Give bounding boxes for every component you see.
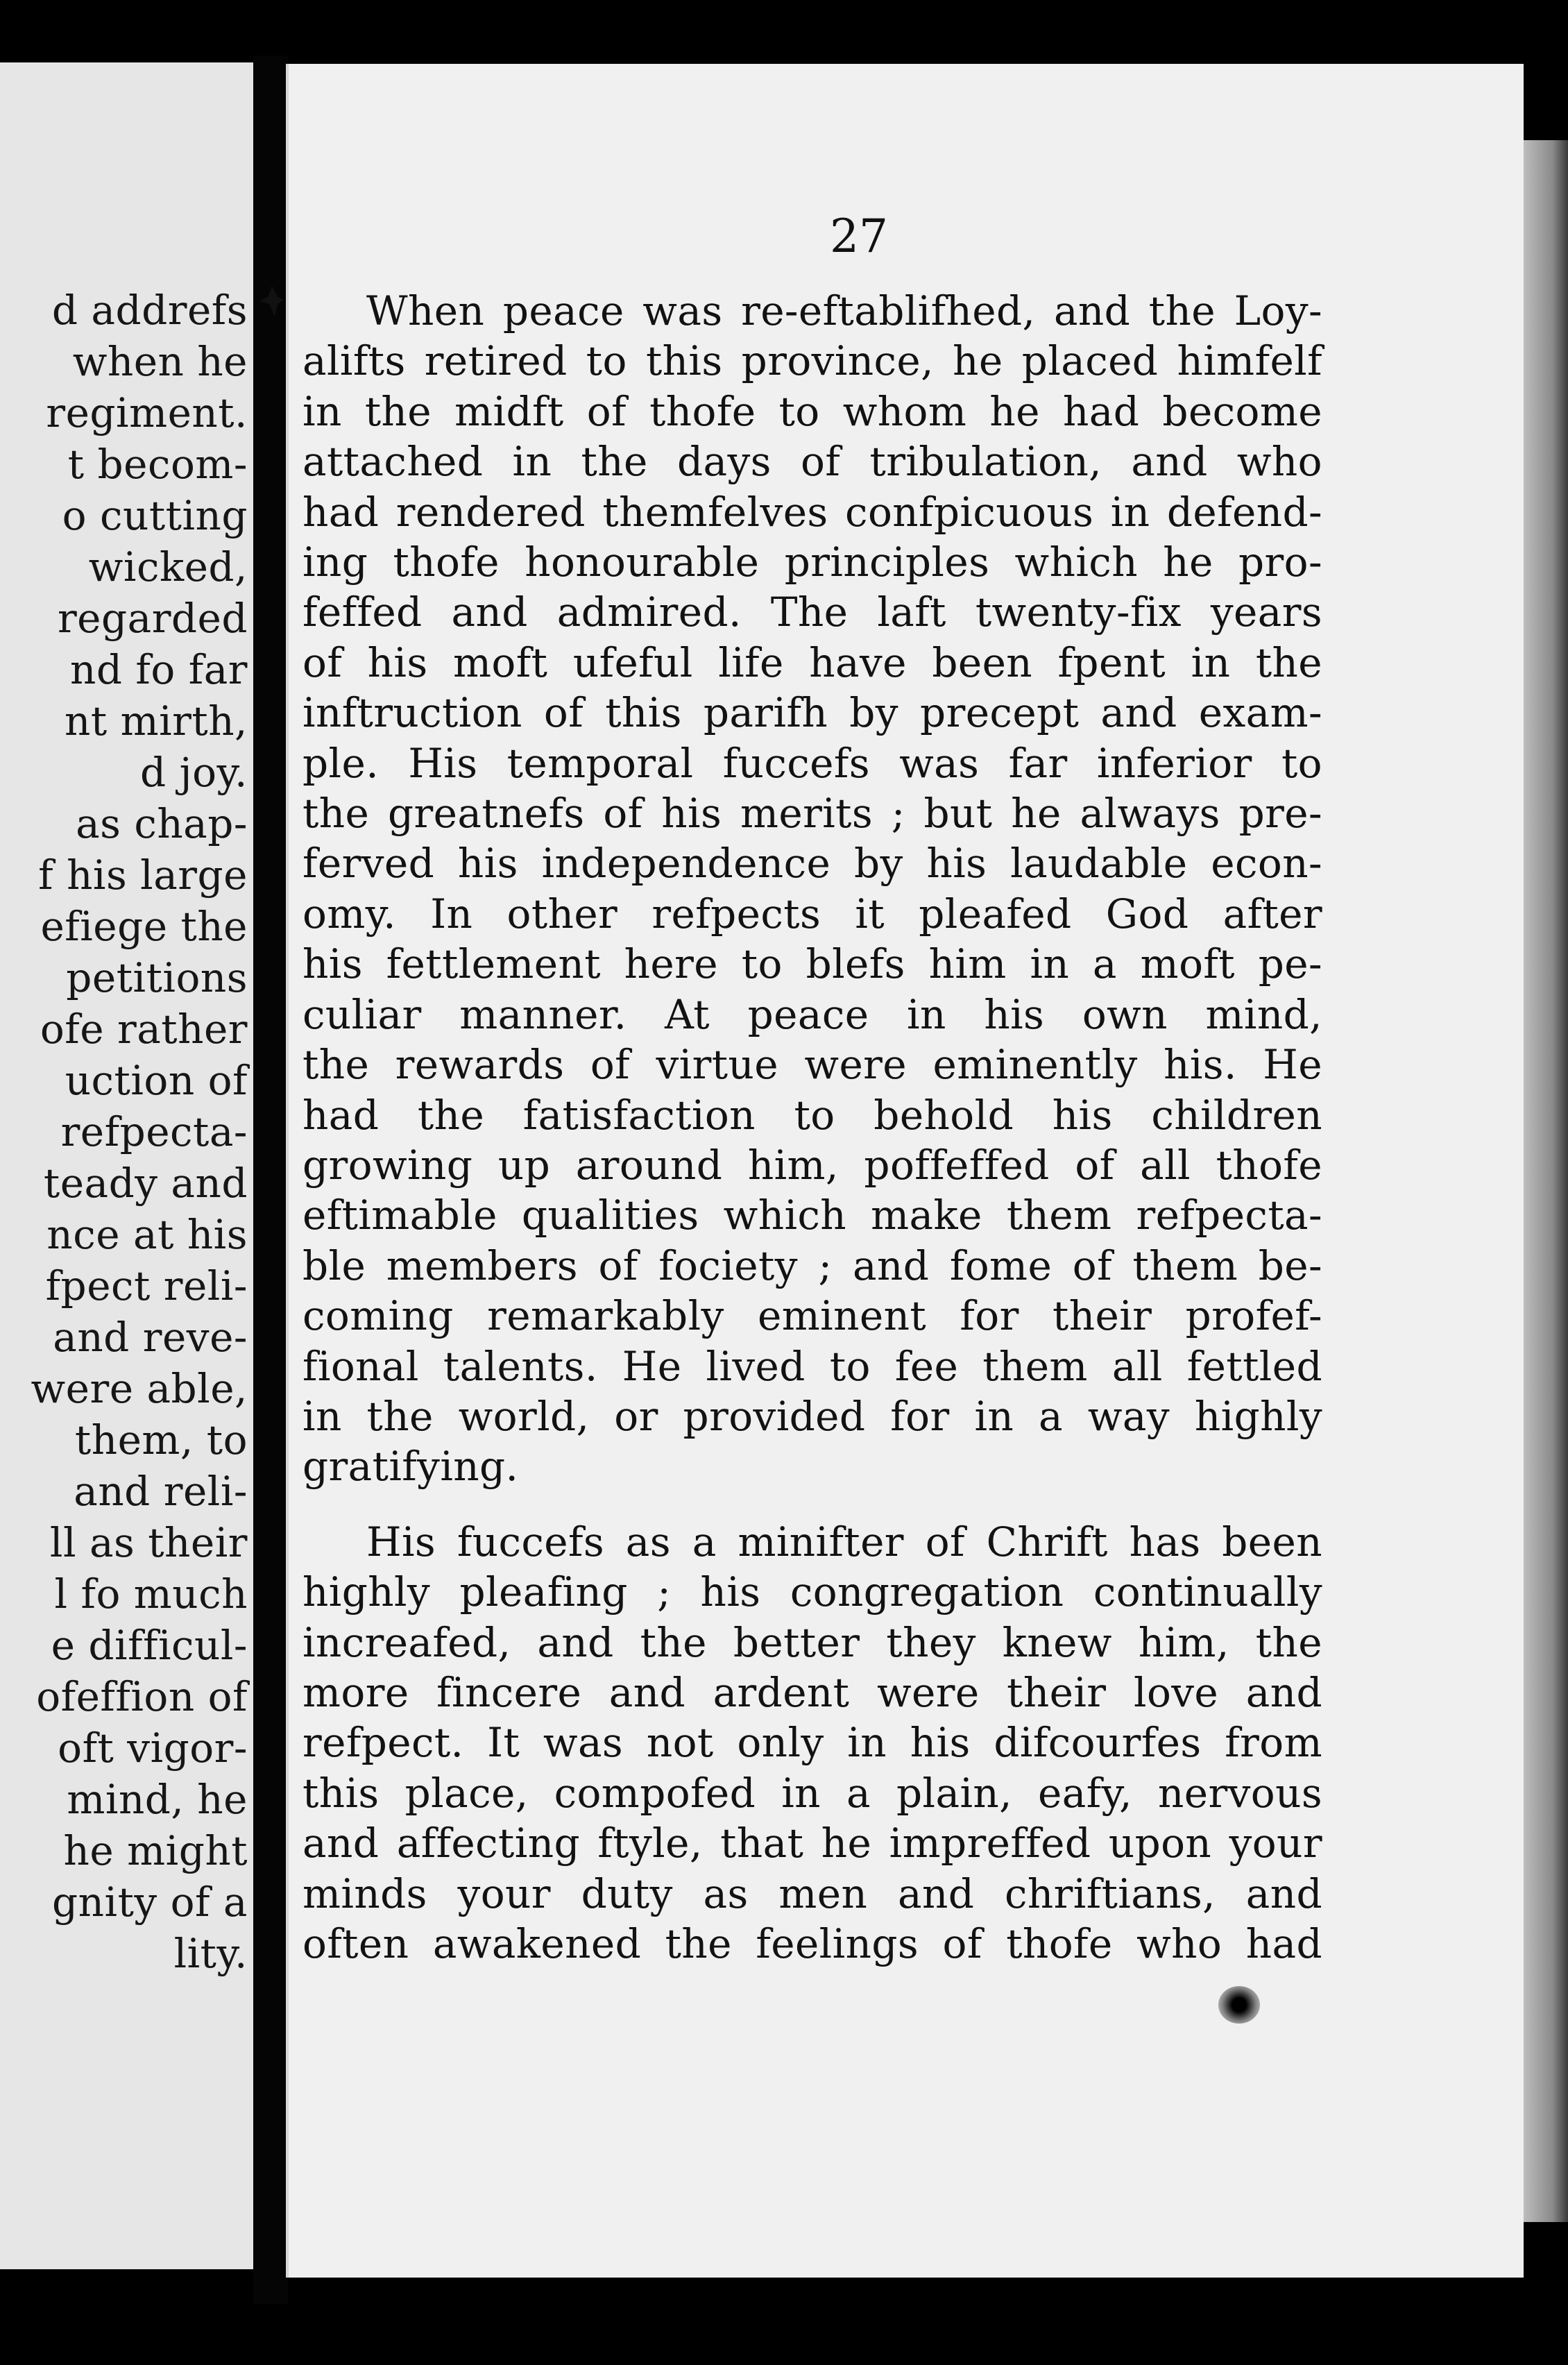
previous-page-line: l fo much [54, 1570, 248, 1618]
previous-page-line: oft vigor- [58, 1724, 248, 1772]
previous-page-line: uction of [65, 1057, 248, 1104]
previous-page-line: ofe rather [40, 1006, 248, 1053]
text-line: and affecting ftyle, that he impreffed upon your [302, 1820, 1322, 1867]
previous-page-line: teady and [43, 1160, 248, 1207]
page-number: 27 [830, 210, 888, 263]
text-line: culiar manner. At peace in his own mind, [302, 990, 1322, 1038]
text-line: in the world, or provided for in a way highly [302, 1392, 1322, 1440]
text-line: ple. His temporal fuccefs was far inferior to [302, 739, 1322, 787]
previous-page-line: f his large [38, 851, 248, 899]
previous-page-line: regiment. [46, 389, 248, 436]
text-line: When peace was re-eftablifhed, and the Loy- [366, 287, 1322, 334]
previous-page-line: d addrefs [51, 287, 248, 334]
text-line: growing up around him, poffeffed of all thofe [302, 1141, 1322, 1189]
previous-page-line: he might [63, 1827, 248, 1874]
text-line: of his moft ufeful life have been fpent in the [302, 638, 1322, 686]
previous-page-line: ofeffion of [36, 1673, 248, 1720]
text-line: highly pleafing ; his congregation continually [302, 1568, 1322, 1616]
text-line: fional talents. He lived to fee them all fettled [302, 1342, 1322, 1390]
text-line: his fettlement here to blefs him in a moft pe- [302, 940, 1322, 988]
text-line: ing thofe honourable principles which he pro- [302, 539, 1322, 586]
previous-page-line: e difficul- [51, 1622, 248, 1669]
previous-page-line: nce at his [46, 1211, 248, 1258]
previous-page-line: ll as their [49, 1519, 248, 1566]
previous-page-line: when he [72, 338, 248, 385]
text-line: more fincere and ardent were their love and [302, 1668, 1322, 1716]
paragraph-1 [302, 286, 1322, 1492]
previous-page-line: wicked, [88, 543, 248, 591]
text-line: often awakened the feelings of thofe who had [302, 1920, 1322, 1967]
previous-page-line: petitions [66, 954, 248, 1001]
page-edge-shadow [1524, 140, 1568, 2222]
paragraph-2 [302, 1517, 1322, 1969]
text-line: in the midft of thofe to whom he had become [302, 387, 1322, 435]
previous-page-line: as chap- [76, 800, 248, 847]
previous-page-line: t becom- [67, 441, 248, 488]
text-line: increafed, and the better they knew him, the [302, 1618, 1322, 1666]
text-line: refpect. It was not only in his difcourfes from [302, 1719, 1322, 1767]
text-line: feffed and admired. The laft twenty-fix years [302, 588, 1322, 636]
previous-page-line: fpect reli- [45, 1262, 248, 1309]
text-line: ble members of fociety ; and fome of them be- [302, 1241, 1322, 1289]
body-text [302, 286, 1322, 1969]
text-line: ferved his independence by his laudable econ- [302, 840, 1322, 888]
text-line: gratifying. [302, 1443, 519, 1491]
text-line: His fuccefs as a minifter of Chrift has been [366, 1518, 1322, 1566]
text-line: omy. In other refpects it pleafed God after [302, 890, 1322, 938]
previous-page-line: refpecta- [60, 1108, 248, 1155]
text-line: inftruction of this parifh by precept and exam- [302, 689, 1322, 737]
text-line: coming remarkably eminent for their profef- [302, 1292, 1322, 1340]
previous-page-line: d joy. [140, 749, 248, 796]
binding-stitch-mark [258, 285, 286, 318]
text-line: minds your duty as men and chriftians, and [302, 1870, 1322, 1917]
previous-page-line: gnity of a [52, 1879, 248, 1926]
previous-page-line: lity. [173, 1930, 248, 1977]
previous-page-line: nd fo far [69, 646, 248, 693]
text-line: the greatnefs of his merits ; but he always pre- [302, 790, 1322, 838]
text-line: this place, compofed in a plain, eafy, nervous [302, 1769, 1322, 1817]
previous-page-line: nt mirth, [65, 697, 248, 745]
text-line: eftimable qualities which make them refpecta- [302, 1192, 1322, 1239]
previous-page-line: and reli- [74, 1468, 248, 1515]
text-line: had the fatisfaction to behold his children [302, 1091, 1322, 1139]
text-line: attached in the days of tribulation, and who [302, 438, 1322, 486]
ink-blot [1218, 1986, 1260, 2024]
book-gutter [253, 56, 288, 2304]
previous-page-text [0, 285, 248, 1979]
previous-page-line: them, to [74, 1416, 248, 1464]
text-line: had rendered themfelves confpicuous in defend- [302, 488, 1322, 536]
previous-page-line: regarded [57, 595, 248, 642]
previous-page-line: and reve- [53, 1314, 248, 1361]
current-page [286, 64, 1524, 2278]
previous-page-line: were able, [31, 1365, 248, 1412]
text-line: alifts retired to this province, he placed himfelf [302, 337, 1322, 385]
previous-page-fragment [0, 62, 253, 2269]
previous-page-line: efiege the [40, 903, 248, 950]
previous-page-line: o cutting [62, 492, 248, 539]
previous-page-line: mind, he [67, 1776, 248, 1823]
text-line: the rewards of virtue were eminently his. He [302, 1041, 1322, 1089]
